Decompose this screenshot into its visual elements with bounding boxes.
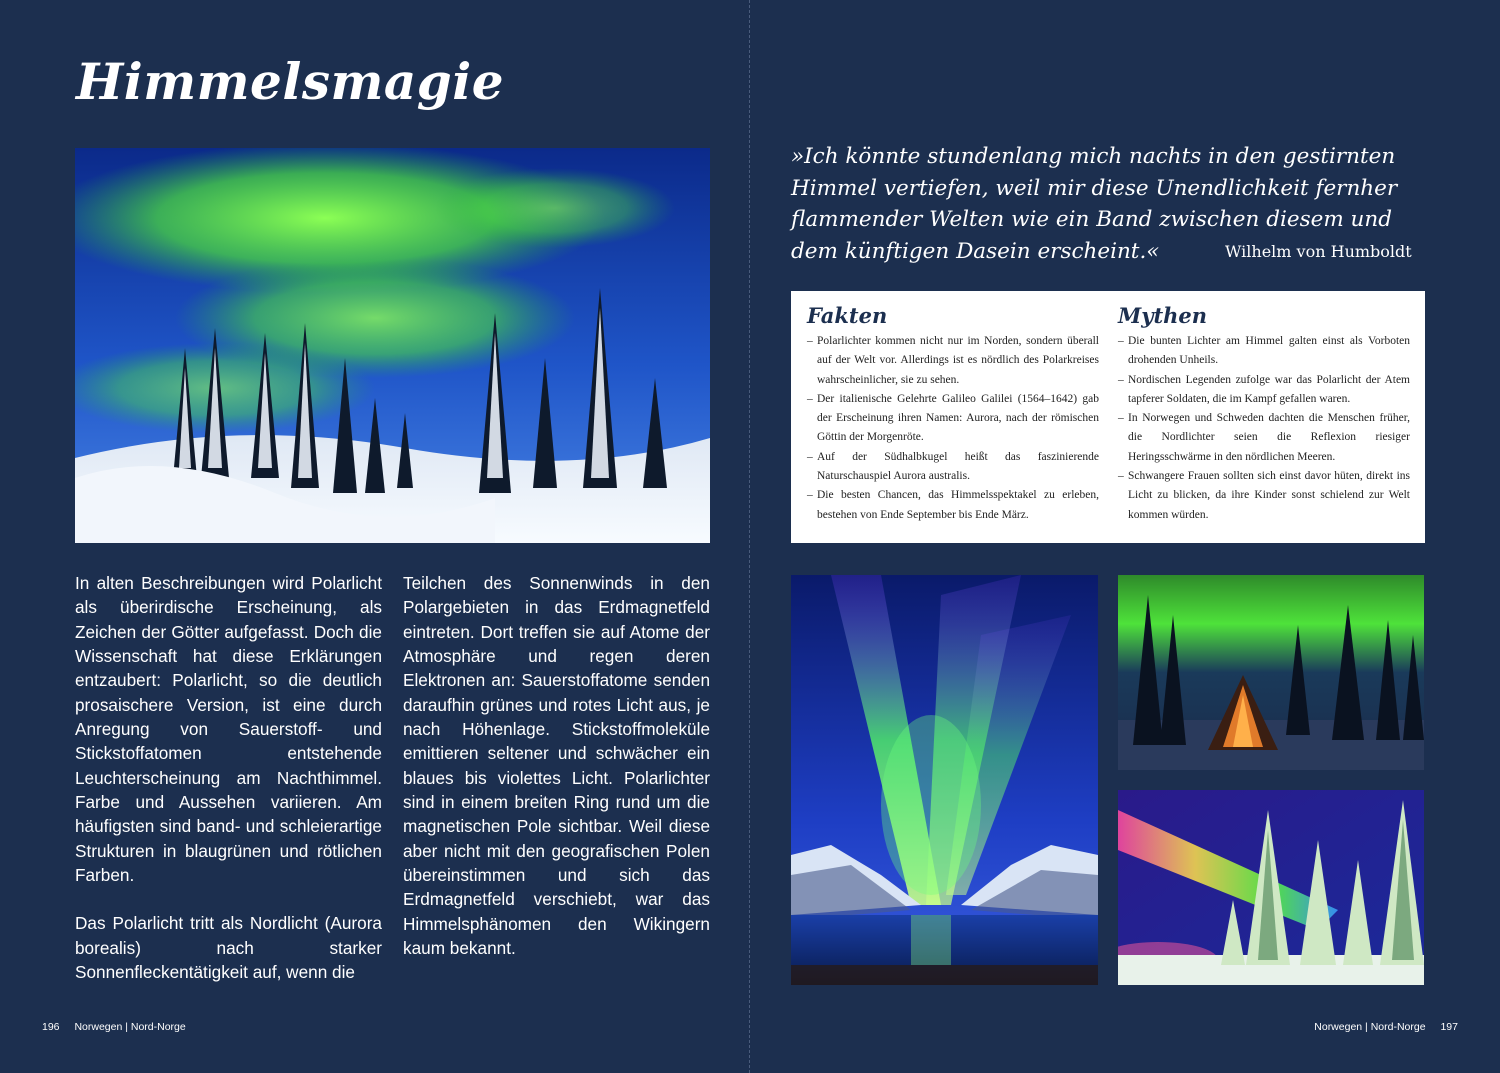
list-item: – Der italienische Gelehrte Galileo Galilei (1564–1642) gab der Erscheinung ihren Namen: Aurora, nach der römischen Göttin der Morgenröte. (807, 390, 1099, 448)
page-number: 197 (1440, 1021, 1458, 1033)
facts-list (807, 332, 1099, 525)
list-item: – Die bunten Lichter am Himmel galten einst als Vorboten drohenden Unheils. (1118, 332, 1410, 371)
body-column-1 (75, 571, 382, 985)
myths-column (1118, 303, 1410, 525)
aurora-fjord-photo (791, 575, 1098, 985)
body-paragraph: Teilchen des Sonnenwinds in den Polargebieten in das Erdmagnetfeld eintreten. Dort treffen sie auf Atome der Atmosphäre und regen deren Elektronen an: Sauerstoffatome senden daraufhin grünes und rotes Licht aus, je nach Höhenlage. Stickstoffmoleküle emittieren seltener und schwächer ein blaues bis violettes Licht. Polarlichter sind in einem breiten Ring rund um die magnetischen Pole sichtbar. Weil diese aber nicht mit den geografischen Polen übereinstimmen und sich das Erdmagnetfeld verschiebt, war das Himmelsphänomen den Wikingern kaum bekannt. (403, 573, 710, 959)
pull-quote: »Ich könnte stundenlang mich nachts in den gestirnten Himmel vertiefen, weil mir diese Unendlichkeit fernher flammender Welten wie ein Band zwischen diesem und dem künftigen Dasein erscheint.« (791, 144, 1398, 264)
list-item: – Die besten Chancen, das Himmelsspektakel zu erleben, bestehen von Ende September bis Ende März. (807, 486, 1099, 525)
facts-myths-box (791, 291, 1425, 543)
quote-author: Wilhelm von Humboldt (1225, 242, 1412, 261)
body-column-2 (403, 571, 710, 961)
list-item: – Nordischen Legenden zufolge war das Polarlicht der Atem tapferer Soldaten, die im Kampf gefallen waren. (1118, 371, 1410, 410)
footer-right (1314, 1021, 1458, 1033)
aurora-forest-photo (75, 148, 710, 543)
footer-left (42, 1021, 186, 1033)
list-item: – In Norwegen und Schweden dachten die Menschen früher, die Nordlichter seien die Reflexion riesiger Heringsschwärme in den nördlichen Meeren. (1118, 409, 1410, 467)
facts-heading: Fakten (807, 303, 888, 328)
body-paragraph: In alten Beschreibungen wird Polarlicht als überirdische Erscheinung, als Zeichen der Götter aufgefasst. Doch die Wissenschaft hat diese Erklärungen entzaubert: Polarlicht, so die deutlich prosaischere Version, ist eine durch Anregung von Sauerstoff- und Stickstoffatomen entstehende Leuchterscheinung am Nachthimmel. Farbe und Aussehen variieren. Am häufigsten sind band- und schleierartige Strukturen in blaugrünen und rötlichen Farben. (75, 573, 382, 886)
aurora-snowy-trees-photo (1118, 790, 1424, 985)
page-number: 196 (42, 1021, 60, 1033)
section-label: Norwegen | Nord-Norge (1314, 1021, 1426, 1033)
list-item: – Auf der Südhalbkugel heißt das faszinierende Naturschauspiel Aurora australis. (807, 448, 1099, 487)
facts-column (807, 303, 1099, 525)
section-label: Norwegen | Nord-Norge (74, 1021, 186, 1033)
aurora-tent-photo (1118, 575, 1424, 770)
myths-list (1118, 332, 1410, 525)
page-gutter (749, 0, 750, 1073)
body-paragraph: Das Polarlicht tritt als Nordlicht (Aurora borealis) nach starker Sonnenfleckentätigkeit auf, wenn die (75, 913, 382, 983)
list-item: – Schwangere Frauen sollten sich einst davor hüten, direkt ins Licht zu blicken, da ihre Kinder sonst schielend zur Welt kommen würden. (1118, 467, 1410, 525)
page-title: Himmelsmagie (76, 52, 505, 111)
list-item: – Polarlichter kommen nicht nur im Norden, sondern überall auf der Welt vor. Allerdings ist es nördlich des Polarkreises wahrscheinlicher, sie zu sehen. (807, 332, 1099, 390)
myths-heading: Mythen (1118, 303, 1208, 328)
